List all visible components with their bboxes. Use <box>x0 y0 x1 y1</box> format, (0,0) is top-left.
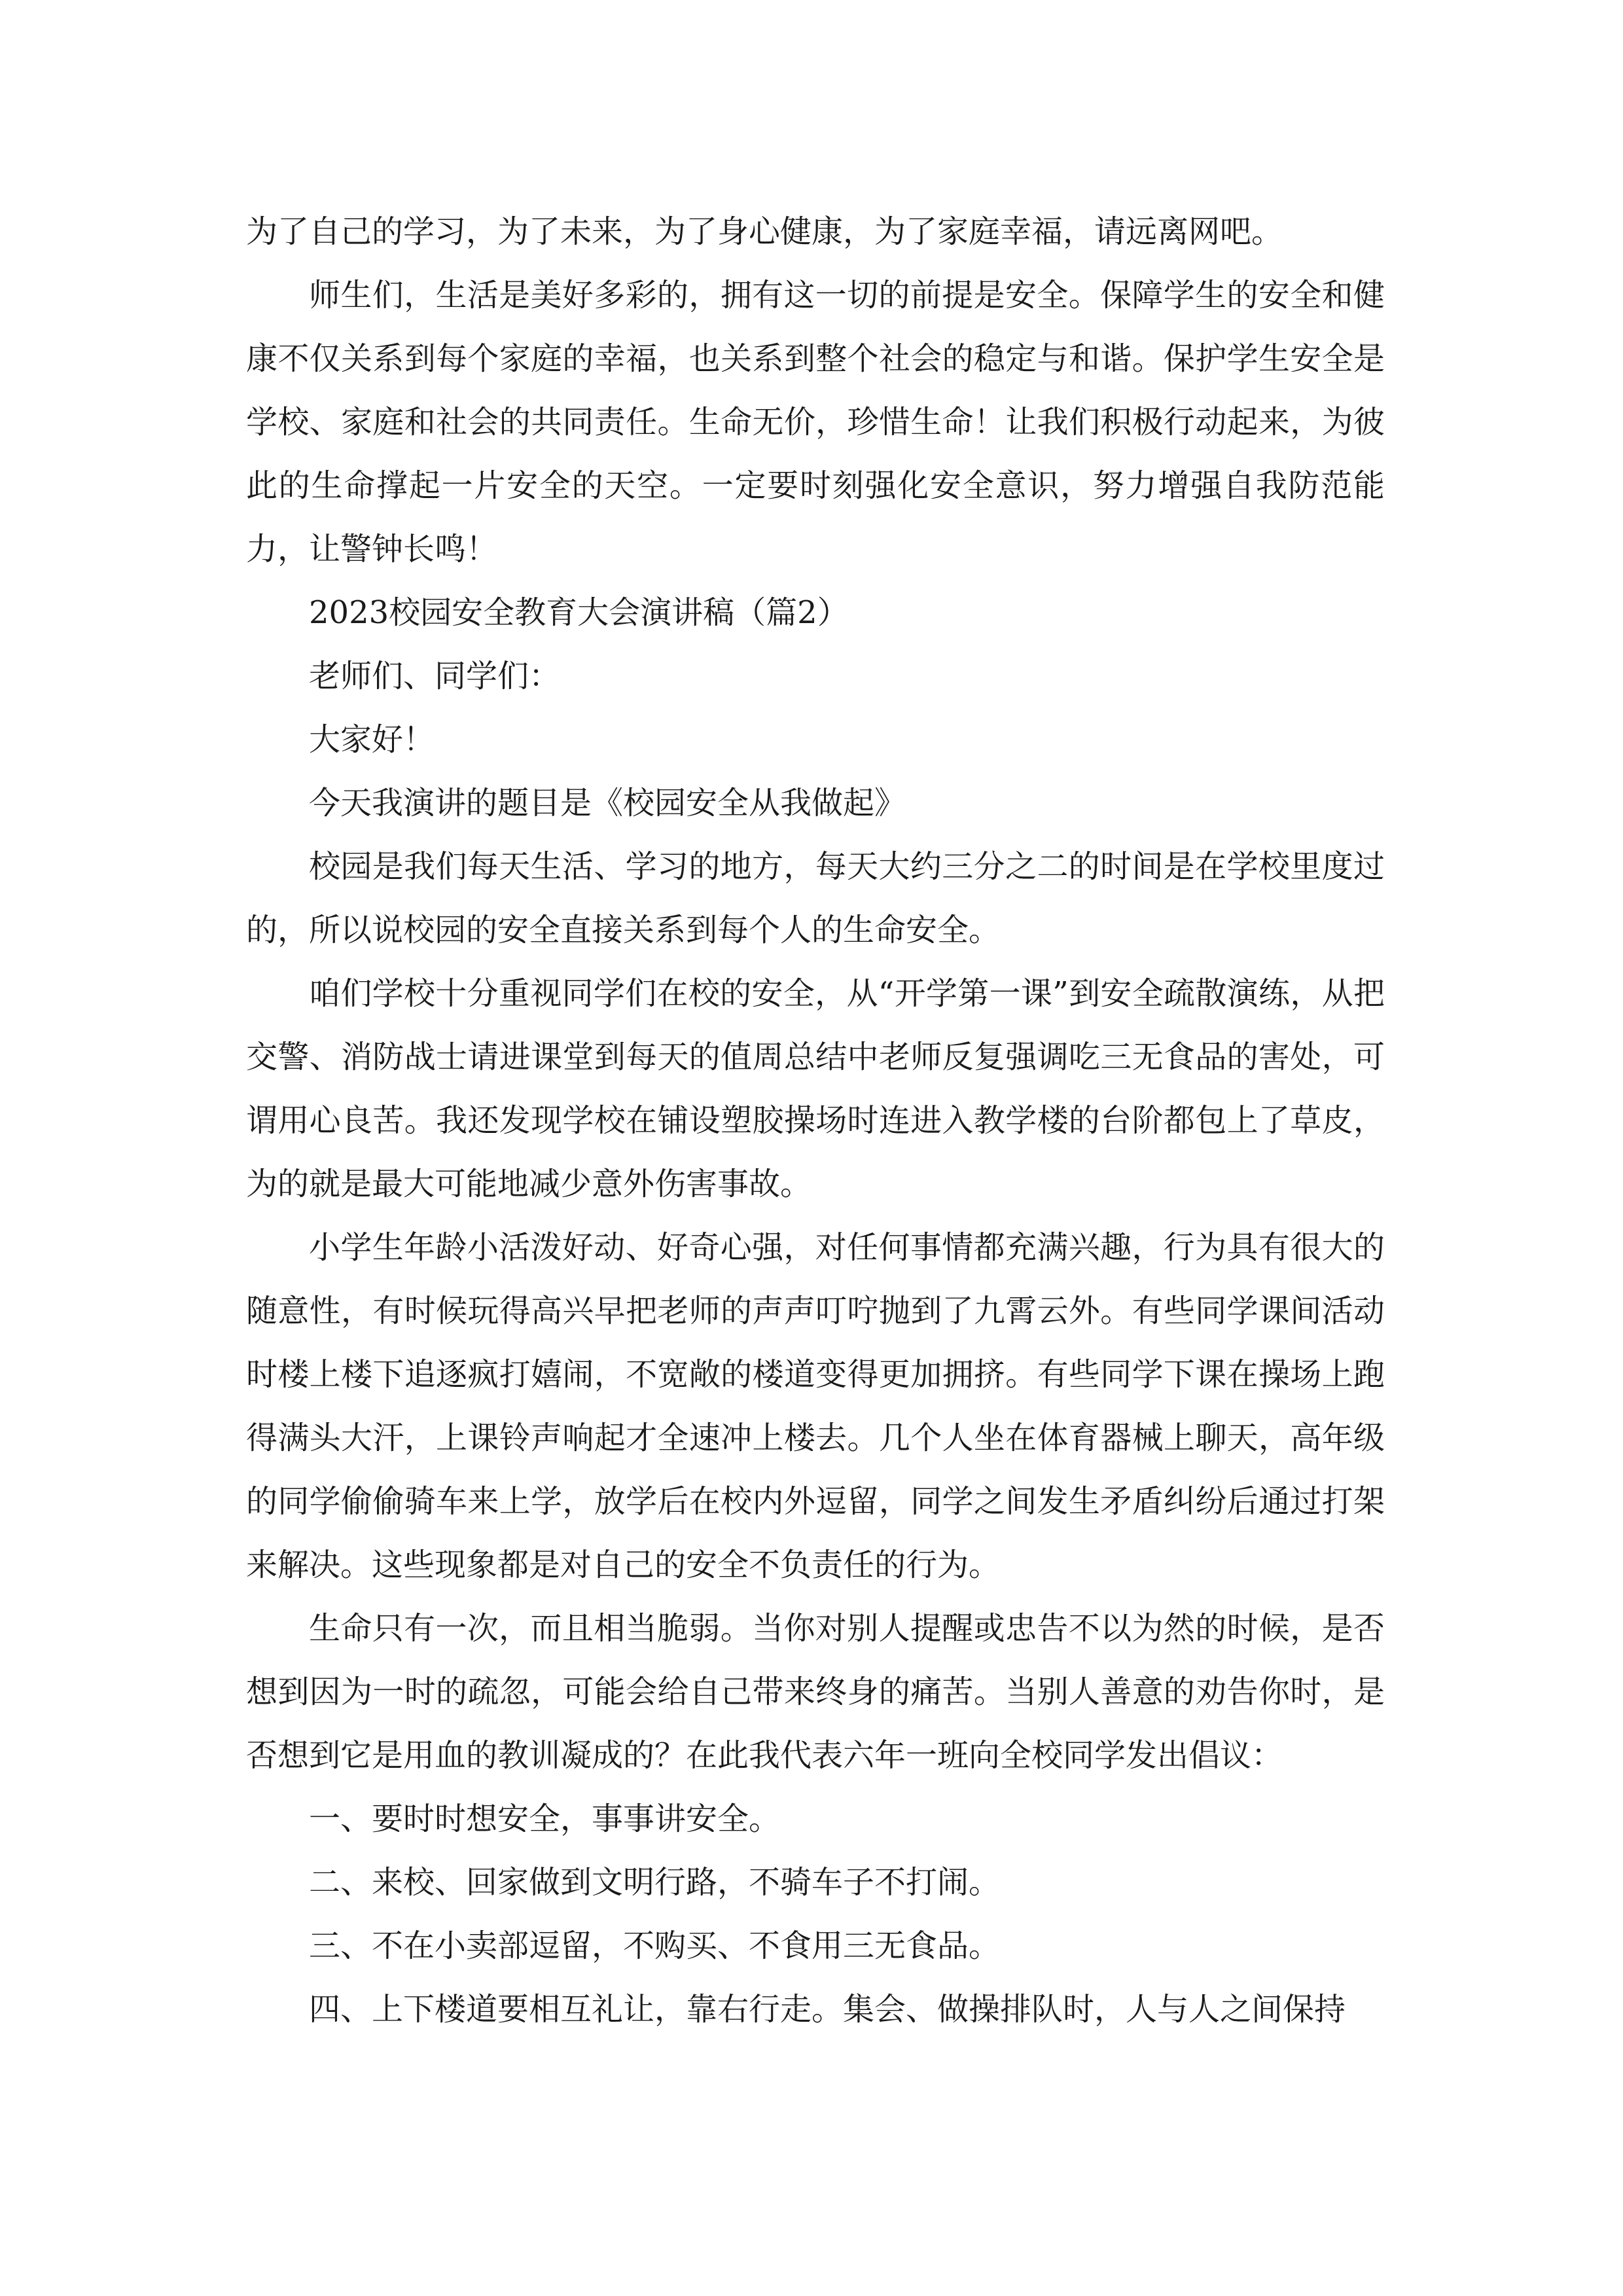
section-title: 2023校园安全教育大会演讲稿（篇2） <box>309 594 849 631</box>
speech-topic: 今天我演讲的题目是《校园安全从我做起》 <box>309 785 906 821</box>
salutation: 老师们、同学们： <box>309 658 561 694</box>
paragraph-1: 为了自己的学习，为了未来，为了身心健康，为了家庭幸福，请远离网吧。 <box>246 213 1283 250</box>
proposal-item-4: 四、上下楼道要相互礼让，靠右行走。集会、做操排队时，人与人之间保持 <box>309 1991 1346 2028</box>
paragraph-7: 校园是我们每天生活、学习的地方，每天大约三分之二的时间是在学校里度过的，所以说校园的安全直接关系到每个人的生命安全。 <box>246 848 1385 948</box>
greeting: 大家好！ <box>309 721 435 758</box>
paragraph-9: 小学生年龄小活泼好动、好奇心强，对任何事情都充满兴趣，行为具有很大的随意性，有时候玩得高兴早把老师的声声叮咛抛到了九霄云外。有些同学课间活动时楼上楼下追逐疯打嬉闹，不宽敞的楼道变得更加拥挤。有些同学下课在操场上跑得满头大汗，上课铃声响起才全速冲上楼去。几个人坐在体育器械上聊天，高年级的同学偷偷骑车来上学，放学后在校内外逗留，同学之间发生矛盾纠纷后通过打架来解决。这些现象都是对自己的安全不负责任的行为。 <box>246 1229 1385 1583</box>
proposal-item-3: 三、不在小卖部逗留，不购买、不食用三无食品。 <box>309 1928 1001 1964</box>
document-body <box>246 200 1385 2041</box>
paragraph-8: 咱们学校十分重视同学们在校的安全，从“开学第一课”到安全疏散演练，从把交警、消防战士请进课堂到每天的值周总结中老师反复强调吃三无食品的害处，可谓用心良苦。我还发现学校在铺设塑胶操场时连进入教学楼的台阶都包上了草皮，为的就是最大可能地减少意外伤害事故。 <box>246 975 1385 1202</box>
proposal-item-1: 一、要时时想安全，事事讲安全。 <box>309 1801 781 1837</box>
paragraph-10: 生命只有一次，而且相当脆弱。当你对别人提醒或忠告不以为然的时候，是否想到因为一时的疏忽，可能会给自己带来终身的痛苦。当别人善意的劝告你时，是否想到它是用血的教训凝成的？在此我代表六年一班向全校同学发出倡议： <box>246 1610 1385 1774</box>
proposal-item-2: 二、来校、回家做到文明行路，不骑车子不打闹。 <box>309 1864 1001 1901</box>
paragraph-2: 师生们，生活是美好多彩的，拥有这一切的前提是安全。保障学生的安全和健康不仅关系到每个家庭的幸福，也关系到整个社会的稳定与和谐。保护学生安全是学校、家庭和社会的共同责任。生命无价，珍惜生命！让我们积极行动起来，为彼此的生命撑起一片安全的天空。一定要时刻强化安全意识，努力增强自我防范能力，让警钟长鸣！ <box>246 277 1385 567</box>
